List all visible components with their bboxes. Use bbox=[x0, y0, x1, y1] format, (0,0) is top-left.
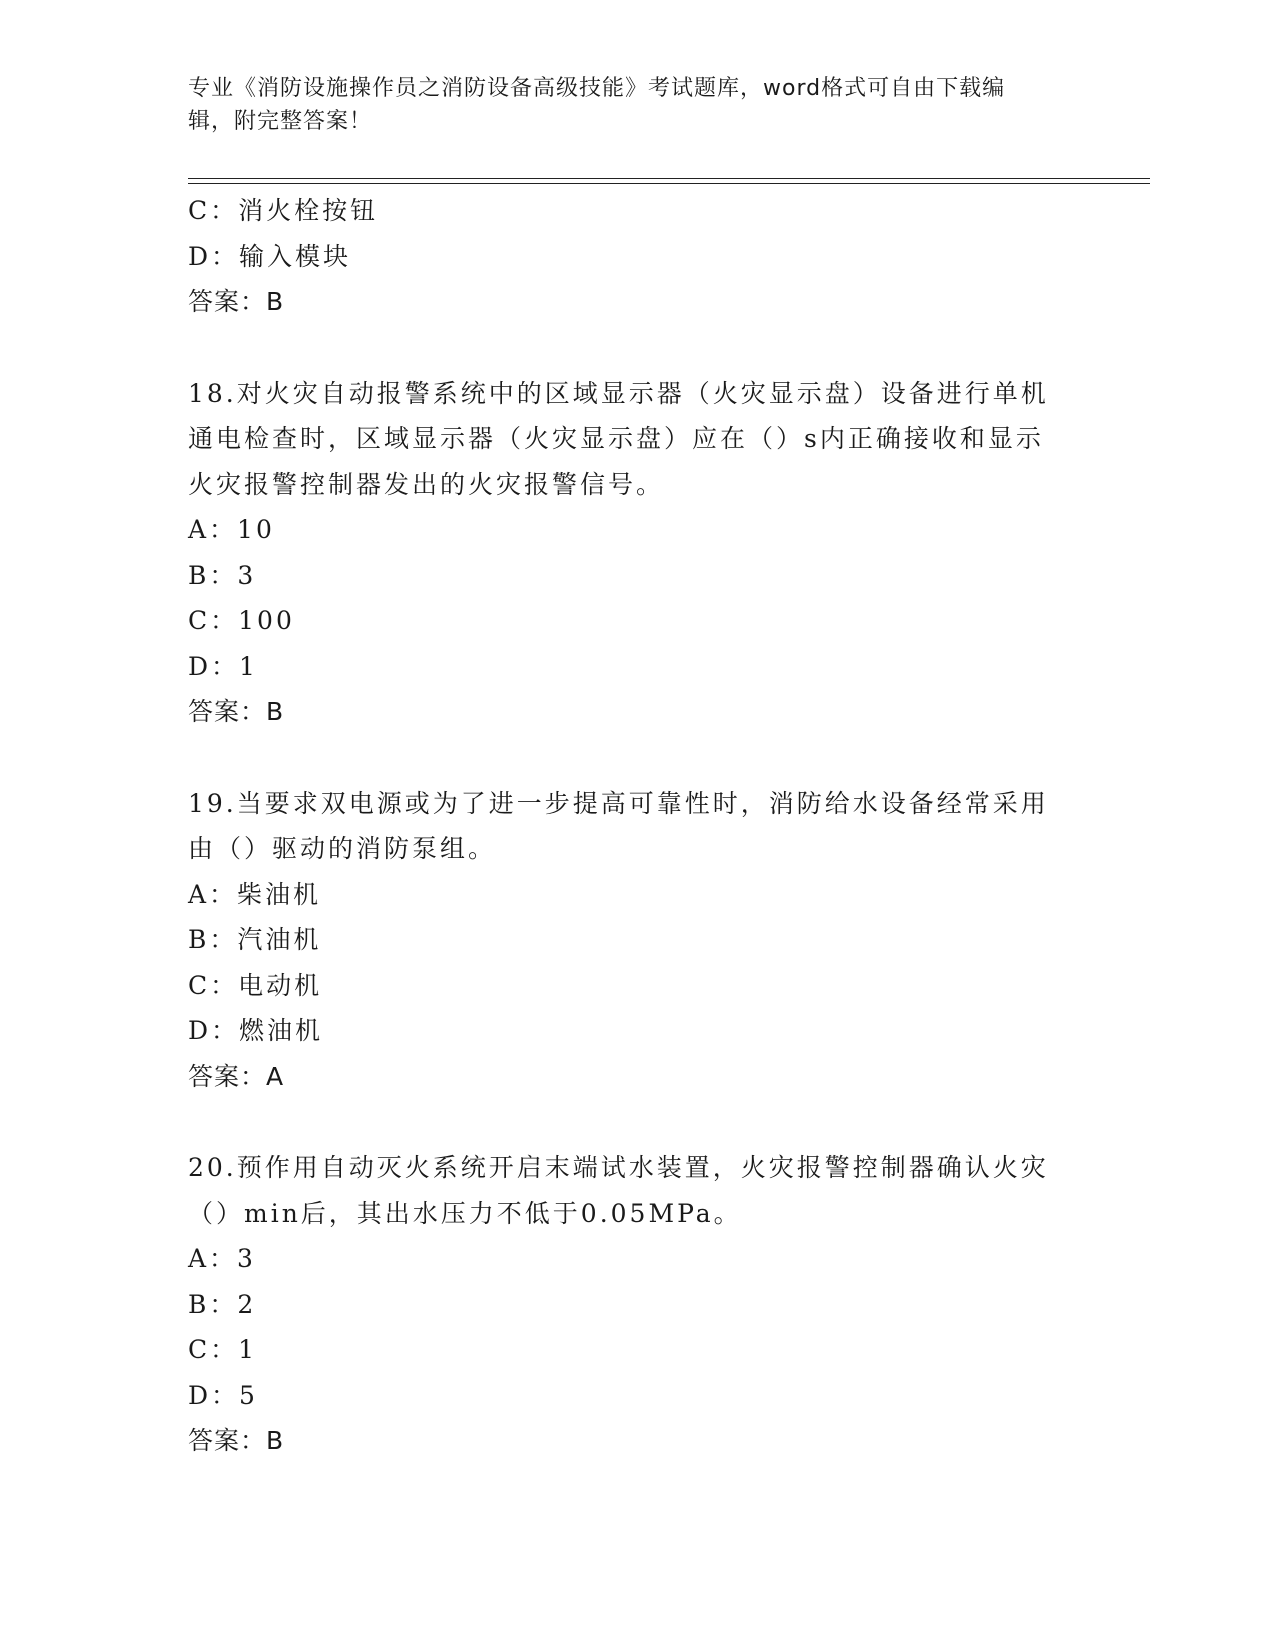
option-c: C：消火栓按钮 bbox=[188, 196, 379, 225]
spacer bbox=[188, 325, 1088, 371]
option-b: B：汽油机 bbox=[188, 925, 322, 954]
option-c: C：1 bbox=[188, 1335, 258, 1364]
option-d: D：5 bbox=[188, 1380, 258, 1410]
header-divider-top bbox=[188, 178, 1150, 179]
header-divider-bottom bbox=[188, 183, 1150, 184]
option-a: A：3 bbox=[188, 1244, 256, 1273]
question-stem-line: （）min后，其出水压力不低于0.05MPa。 bbox=[188, 1198, 742, 1228]
question-stem-line: 19.当要求双电源或为了进一步提高可靠性时，消防给水设备经常采用 bbox=[188, 788, 1049, 818]
answer-line: 答案：B bbox=[188, 697, 285, 726]
option-c: C：100 bbox=[188, 606, 295, 635]
question-17-fragment bbox=[188, 188, 1088, 325]
header-line-1: 专业《消防设施操作员之消防设备高级技能》考试题库，word格式可自由下载编 bbox=[188, 76, 1006, 101]
question-18 bbox=[188, 371, 1088, 735]
question-stem-line: 由（）驱动的消防泵组。 bbox=[188, 834, 497, 863]
question-list bbox=[188, 188, 1088, 1464]
question-19 bbox=[188, 781, 1088, 1100]
question-stem-line: 18.对火灾自动报警系统中的区域显示器（火灾显示盘）设备进行单机 bbox=[188, 378, 1049, 408]
option-b: B：3 bbox=[188, 560, 257, 590]
option-d: D：输入模块 bbox=[188, 241, 352, 271]
spacer bbox=[188, 735, 1088, 781]
question-20 bbox=[188, 1145, 1088, 1464]
option-d: D：燃油机 bbox=[188, 1016, 324, 1045]
question-stem-line: 20.预作用自动灭火系统开启末端试水装置，火灾报警控制器确认火灾 bbox=[188, 1153, 1049, 1182]
option-b: B：2 bbox=[188, 1289, 257, 1319]
answer-line: 答案：A bbox=[188, 1061, 285, 1091]
header-note bbox=[188, 72, 1068, 138]
header-line-2: 辑，附完整答案！ bbox=[188, 109, 373, 134]
answer-line: 答案：B bbox=[188, 1426, 285, 1455]
question-stem-line: 通电检查时，区域显示器（火灾显示盘）应在（）s内正确接收和显示 bbox=[188, 424, 1044, 453]
option-a: A：柴油机 bbox=[188, 879, 322, 909]
question-stem-line: 火灾报警控制器发出的火灾报警信号。 bbox=[188, 469, 665, 499]
option-a: A：10 bbox=[188, 515, 275, 544]
option-d: D：1 bbox=[188, 651, 258, 681]
spacer bbox=[188, 1099, 1088, 1145]
answer-line: 答案：B bbox=[188, 287, 285, 316]
option-c: C：电动机 bbox=[188, 970, 323, 1000]
